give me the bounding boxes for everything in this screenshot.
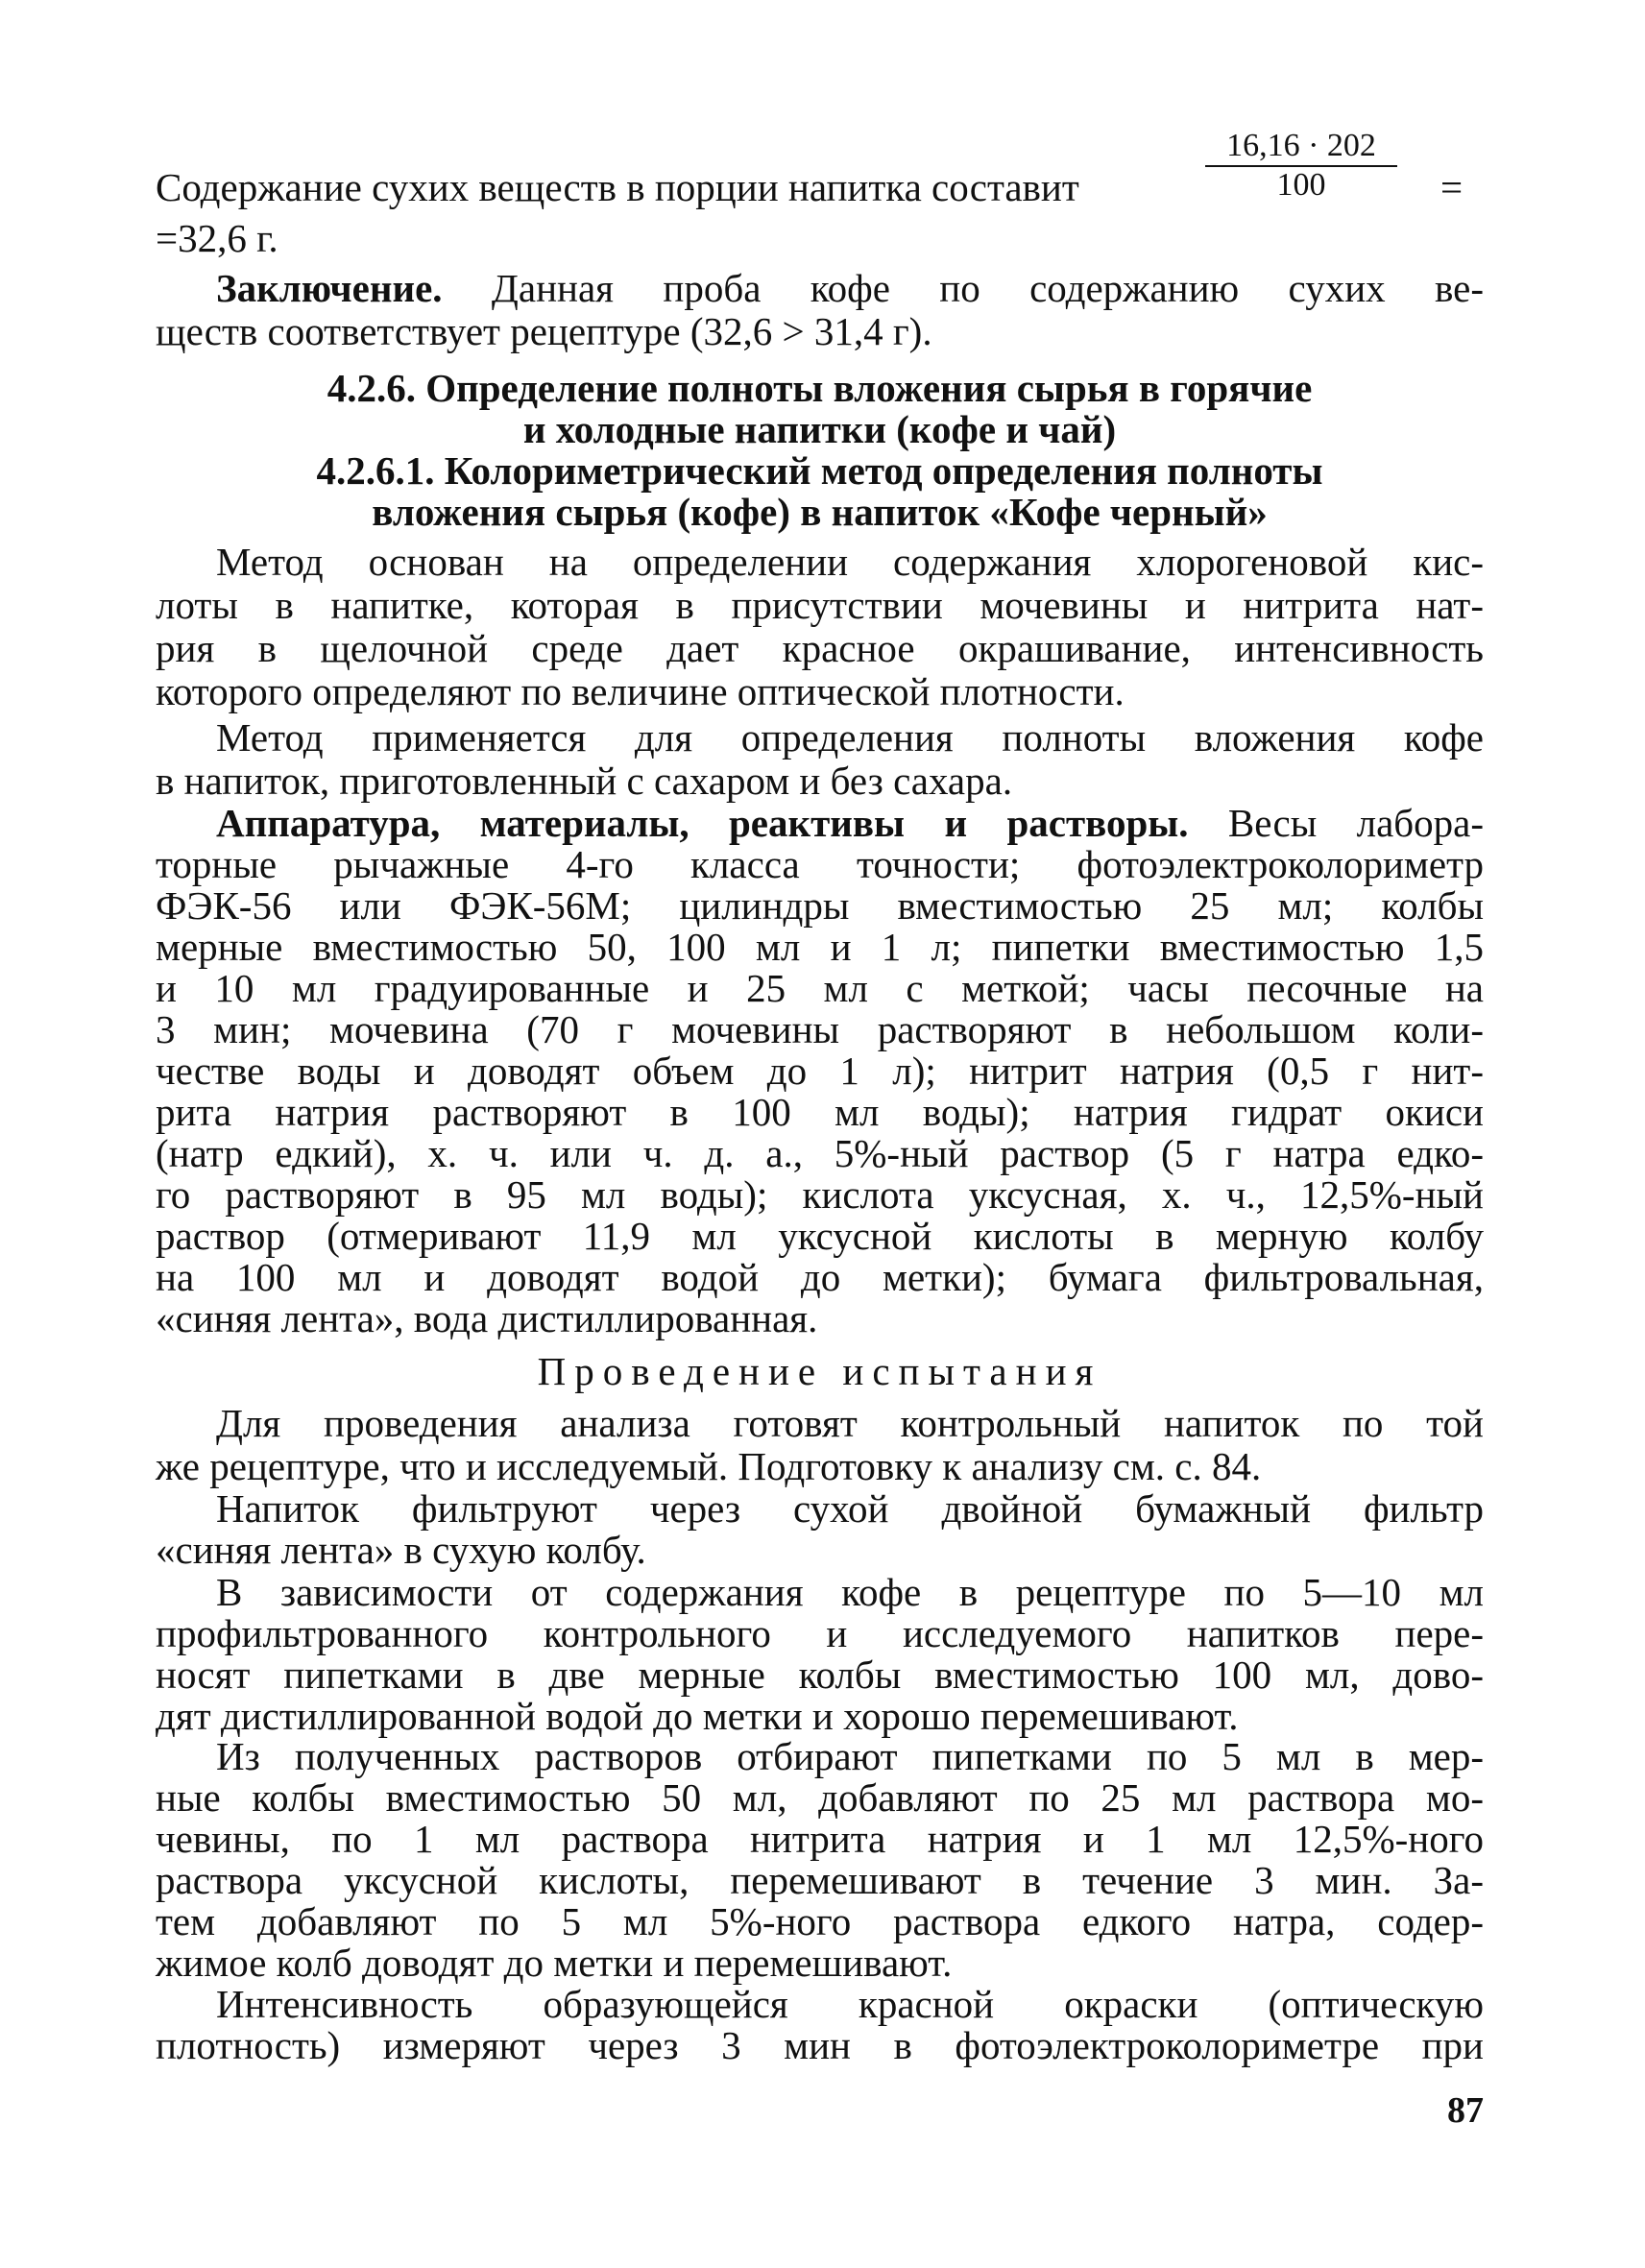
formula-text: Содержание сухих веществ в порции напитка составит	[156, 165, 1079, 209]
prepare-paragraph	[156, 1402, 1484, 1488]
paragraph-line: которого определяют по величине оптической плотности.	[156, 669, 1125, 713]
apparatus-line: честве воды и доводят объем до 1 л); нитрит натрия (0,5 г нит-	[156, 1049, 1484, 1093]
apparatus-line: го растворяют в 95 мл воды); кислота уксусная, х. ч., 12,5%-ный	[156, 1172, 1484, 1217]
apparatus-line: мерные вместимостью 50, 100 мл и 1 л; пипетки вместимостью 1,5	[156, 925, 1484, 969]
apparatus-line: и 10 мл градуированные и 25 мл с меткой; часы песочные на	[156, 966, 1484, 1010]
section-heading-line: 4.2.6. Определение полноты вложения сырья в горячие	[327, 366, 1313, 410]
paragraph-line: раствора уксусной кислоты, перемешивают в течение 3 мин. За-	[156, 1858, 1484, 1902]
paragraph-line: Метод основан на определении содержания хлорогеновой кис-	[216, 540, 1484, 584]
paragraph-line: дят дистиллированной водой до метки и хорошо перемешивают.	[156, 1694, 1239, 1738]
conclusion-line: Данная проба кофе по содержанию сухих ве-	[442, 266, 1484, 310]
apparatus-line: 3 мин; мочевина (70 г мочевины растворяют в небольшом коли-	[156, 1007, 1484, 1051]
paragraph-line: профильтрованного контрольного и исследуемого напитков пере-	[156, 1611, 1484, 1655]
apparatus-line: «синяя лента», вода дистиллированная.	[156, 1296, 818, 1340]
depending-paragraph	[156, 1572, 1484, 1737]
paragraph-line: же рецептуре, что и исследуемый. Подготовку к анализу см. с. 84.	[156, 1444, 1262, 1488]
paragraph-line: Метод применяется для определения полноты вложения кофе	[216, 715, 1484, 760]
paragraph-line: в напиток, приготовленный с сахаром и без сахара.	[156, 759, 1013, 803]
equals-sign: =	[1440, 165, 1464, 209]
conclusion-paragraph	[156, 267, 1484, 353]
test-heading	[156, 1350, 1484, 1393]
formula-result	[156, 217, 1484, 260]
apparatus-line: Весы лабора-	[1188, 801, 1484, 845]
apparatus-line: раствор (отмеривают 11,9 мл уксусной кислоты в мерную колбу	[156, 1214, 1484, 1258]
conclusion-line: ществ соответствует рецептуре (32,6 > 31,4 г).	[156, 309, 932, 353]
section-headings	[156, 368, 1484, 533]
fraction	[1205, 127, 1397, 204]
paragraph-line: В зависимости от содержания кофе в рецептуре по 5—10 мл	[216, 1570, 1484, 1614]
fraction-denominator: 100	[1276, 167, 1326, 203]
fraction-numerator: 16,16 · 202	[1205, 127, 1397, 167]
paragraph-line: Для проведения анализа готовят контрольный напиток по той	[216, 1401, 1484, 1445]
apparatus-line: ФЭК-56 или ФЭК-56М; цилиндры вместимостью 25 мл; колбы	[156, 883, 1484, 928]
applies-paragraph	[156, 716, 1484, 803]
conclusion-lead: Заключение.	[216, 266, 443, 310]
section-heading-line: 4.2.6.1. Колориметрический метод определения полноты	[316, 448, 1323, 493]
apparatus-line: на 100 мл и доводят водой до метки); бумага фильтровальная,	[156, 1255, 1484, 1299]
paragraph-line: Из полученных растворов отбирают пипетками по 5 мл в мер-	[216, 1734, 1484, 1778]
paragraph-line: тем добавляют по 5 мл 5%-ного раствора едкого натра, содер-	[156, 1899, 1484, 1943]
section-heading-line: и холодные напитки (кофе и чай)	[522, 407, 1117, 451]
paragraph-line: «синяя лента» в сухую колбу.	[156, 1528, 646, 1572]
paragraph-line: Интенсивность образующейся красной окраски (оптическую	[216, 1982, 1484, 2026]
apparatus-line: торные рычажные 4-го класса точности; фотоэлектроколориметр	[156, 842, 1484, 886]
filter-paragraph	[156, 1488, 1484, 1571]
apparatus-lead: Аппаратура, материалы, реактивы и растворы.	[216, 801, 1189, 845]
paragraph-line: лоты в напитке, которая в присутствии мочевины и нитрита нат-	[156, 583, 1484, 627]
solutions-paragraph	[156, 1736, 1484, 1984]
page-number: 87	[1447, 2090, 1484, 2131]
apparatus-line: рита натрия растворяют в 100 мл воды); натрия гидрат окиси	[156, 1090, 1484, 1134]
method-paragraph	[156, 541, 1484, 713]
paragraph-line: рия в щелочной среде дает красное окрашивание, интенсивность	[156, 626, 1484, 670]
formula-result-text: =32,6 г.	[156, 216, 278, 260]
intensity-paragraph	[156, 1984, 1484, 2066]
paragraph-line: чевины, по 1 мл раствора нитрита натрия и 1 мл 12,5%-ного	[156, 1817, 1484, 1861]
paragraph-line: Напиток фильтруют через сухой двойной бумажный фильтр	[216, 1486, 1484, 1531]
section-heading-line: вложения сырья (кофе) в напиток «Кофе черный»	[372, 490, 1268, 534]
apparatus-paragraph	[156, 803, 1484, 1339]
paragraph-line: ные колбы вместимостью 50 мл, добавляют по 25 мл раствора мо-	[156, 1775, 1484, 1820]
test-heading-text: Проведение испытания	[537, 1349, 1102, 1393]
paragraph-line: жимое колб доводят до метки и перемешивают.	[156, 1941, 953, 1985]
apparatus-line: (натр едкий), х. ч. или ч. д. а., 5%-ный раствор (5 г натра едко-	[156, 1131, 1484, 1175]
paragraph-line: носят пипетками в две мерные колбы вместимостью 100 мл, дово-	[156, 1653, 1484, 1697]
paragraph-line: плотность) измеряют через 3 мин в фотоэлектроколориметре при	[156, 2023, 1484, 2067]
